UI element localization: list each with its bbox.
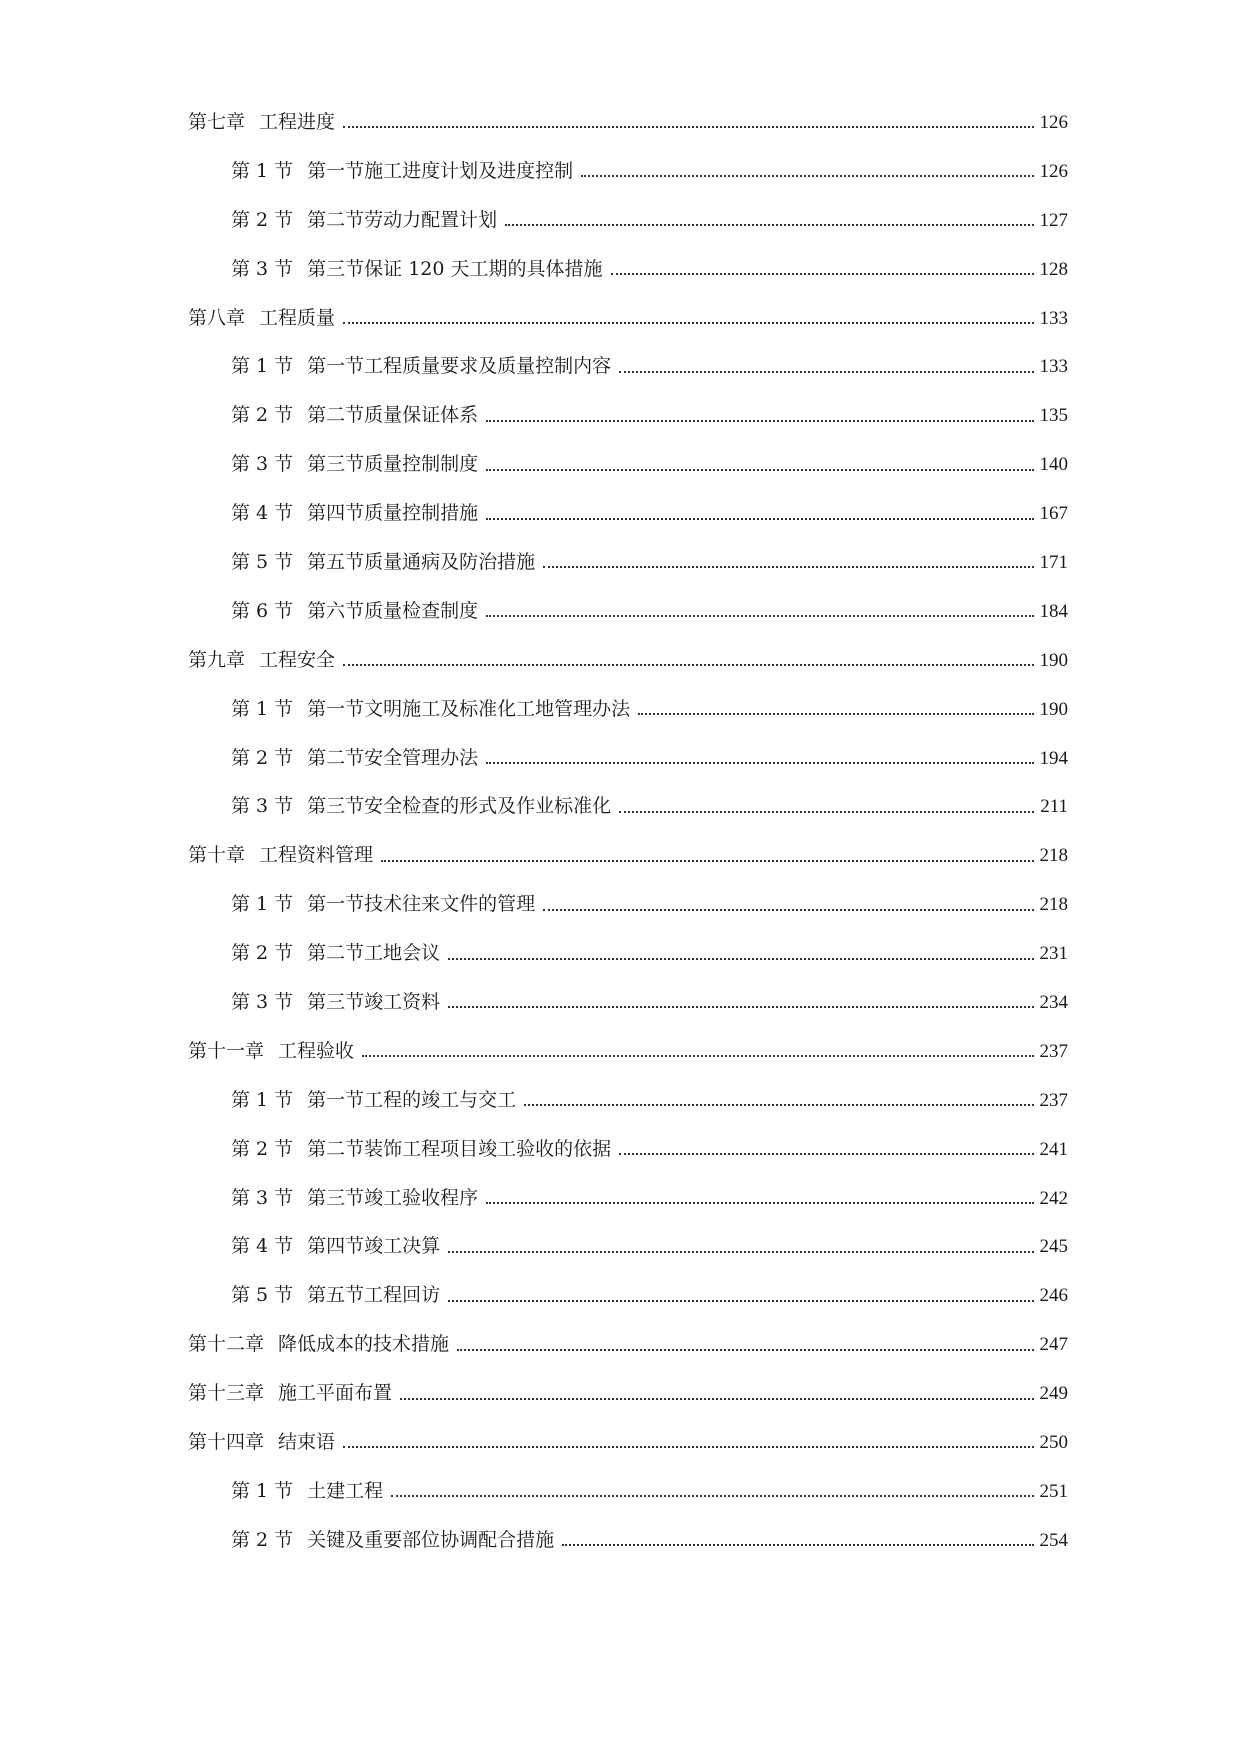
toc-page-number: 242 (1039, 1187, 1068, 1209)
toc-page-number: 245 (1039, 1236, 1068, 1258)
toc-chapter-entry[interactable] (188, 294, 1068, 343)
toc-entry-number: 第 2 节 (231, 746, 294, 769)
toc-page-number: 126 (1039, 112, 1068, 133)
toc-entry-number: 第 1 节 (231, 1088, 294, 1111)
toc-entry-number: 第 4 节 (231, 502, 294, 525)
toc-section-entry[interactable] (188, 929, 1068, 978)
toc-entry-title: 第三节竣工验收程序 (307, 1186, 479, 1209)
dot-leader (638, 713, 1033, 715)
dot-leader (343, 322, 1033, 324)
toc-page-number: 234 (1039, 992, 1068, 1014)
dot-leader (400, 1398, 1033, 1400)
toc-chapter-entry[interactable] (188, 636, 1068, 685)
toc-entry-title: 第一节工程质量要求及质量控制内容 (307, 355, 612, 378)
toc-entry-title: 工程质量 (259, 306, 336, 329)
toc-entry-number: 第 2 节 (231, 404, 294, 427)
dot-leader (486, 762, 1033, 764)
toc-chapter-entry[interactable] (188, 1027, 1068, 1076)
toc-page-number: 237 (1039, 1040, 1068, 1062)
toc-page-number: 190 (1039, 698, 1068, 720)
toc-entry-number: 第十一章 (188, 1039, 265, 1062)
toc-chapter-entry[interactable] (188, 1418, 1068, 1467)
toc-entry-number: 第 3 节 (231, 453, 294, 476)
toc-entry-number: 第 5 节 (231, 551, 294, 574)
toc-section-entry[interactable] (188, 1125, 1068, 1174)
toc-section-entry[interactable] (188, 1271, 1068, 1320)
toc-entry-title: 工程进度 (259, 111, 336, 133)
dot-leader (486, 518, 1033, 520)
toc-page-number: 167 (1039, 503, 1068, 525)
toc-entry-title: 第三节安全检查的形式及作业标准化 (307, 795, 612, 818)
toc-entry-number: 第十四章 (188, 1431, 265, 1454)
table-of-contents (188, 98, 1068, 1565)
toc-page-number: 246 (1039, 1285, 1068, 1307)
toc-entry-number: 第七章 (188, 111, 246, 133)
dot-leader (619, 811, 1034, 813)
toc-page-number: 247 (1039, 1334, 1068, 1356)
toc-chapter-entry[interactable] (188, 1369, 1068, 1418)
toc-page-number: 251 (1039, 1480, 1068, 1502)
toc-entry-title: 第六节质量检查制度 (307, 599, 479, 622)
toc-entry-title: 施工平面布置 (278, 1382, 393, 1405)
toc-section-entry[interactable] (188, 538, 1068, 587)
toc-page-number: 127 (1039, 209, 1068, 231)
dot-leader (619, 1153, 1033, 1155)
toc-entry-number: 第 2 节 (231, 942, 294, 965)
dot-leader (562, 1544, 1033, 1546)
toc-entry-title: 结束语 (278, 1431, 336, 1454)
dot-leader (343, 126, 1033, 128)
toc-entry-number: 第 3 节 (231, 991, 294, 1014)
dot-leader (343, 664, 1033, 666)
dot-leader (391, 1495, 1033, 1497)
dot-leader (486, 469, 1033, 471)
toc-chapter-entry[interactable] (188, 831, 1068, 880)
toc-page-number: 135 (1039, 405, 1068, 427)
toc-section-entry[interactable] (188, 1222, 1068, 1271)
toc-section-entry[interactable] (188, 391, 1068, 440)
toc-entry-title: 第一节施工进度计划及进度控制 (307, 159, 574, 182)
toc-entry-number: 第八章 (188, 306, 246, 329)
dot-leader (343, 1446, 1033, 1448)
toc-entry-title: 第二节劳动力配置计划 (307, 208, 498, 231)
dot-leader (448, 1006, 1033, 1008)
toc-page-number: 128 (1039, 258, 1068, 280)
toc-section-entry[interactable] (188, 1076, 1068, 1125)
toc-page-number: 140 (1039, 454, 1068, 476)
toc-entry-title: 第五节工程回访 (307, 1284, 441, 1307)
toc-section-entry[interactable] (188, 196, 1068, 245)
toc-section-entry[interactable] (188, 1174, 1068, 1223)
toc-entry-number: 第 5 节 (231, 1284, 294, 1307)
toc-entry-title: 第四节质量控制措施 (307, 502, 479, 525)
toc-page-number: 241 (1039, 1138, 1068, 1160)
dot-leader (381, 860, 1033, 862)
toc-section-entry[interactable] (188, 685, 1068, 734)
toc-entry-number: 第 3 节 (231, 1186, 294, 1209)
toc-section-entry[interactable] (188, 1516, 1068, 1565)
dot-leader (457, 1349, 1033, 1351)
dot-leader (486, 420, 1033, 422)
toc-entry-title: 第一节工程的竣工与交工 (307, 1088, 517, 1111)
toc-entry-title: 第二节装饰工程项目竣工验收的依据 (307, 1137, 612, 1160)
dot-leader (486, 615, 1033, 617)
toc-page-number: 190 (1039, 649, 1068, 671)
dot-leader (619, 371, 1033, 373)
toc-page-number: 194 (1039, 747, 1068, 769)
toc-entry-title: 第一节技术往来文件的管理 (307, 893, 536, 916)
toc-entry-title: 第一节文明施工及标准化工地管理办法 (307, 697, 631, 720)
toc-entry-title: 土建工程 (307, 1479, 384, 1502)
toc-entry-number: 第 1 节 (231, 159, 294, 182)
toc-chapter-entry[interactable] (188, 1320, 1068, 1369)
dot-leader (448, 958, 1033, 960)
toc-section-entry[interactable] (188, 147, 1068, 196)
toc-entry-title: 关键及重要部位协调配合措施 (307, 1528, 555, 1551)
toc-page-number: 237 (1039, 1089, 1068, 1111)
dot-leader (611, 273, 1034, 275)
toc-section-entry[interactable] (188, 342, 1068, 391)
toc-entry-title: 第四节竣工决算 (307, 1235, 441, 1258)
toc-page-number: 218 (1039, 894, 1068, 916)
dot-leader (486, 1202, 1033, 1204)
toc-page-number: 171 (1039, 552, 1068, 574)
toc-entry-title: 工程资料管理 (259, 844, 374, 867)
dot-leader (581, 175, 1033, 177)
toc-entry-number: 第十章 (188, 844, 246, 867)
toc-entry-number: 第 3 节 (231, 795, 294, 818)
toc-page-number: 184 (1039, 600, 1068, 622)
toc-page-number: 126 (1039, 160, 1068, 182)
toc-page-number: 254 (1039, 1529, 1068, 1551)
toc-page-number: 250 (1039, 1432, 1068, 1454)
toc-entry-number: 第 2 节 (231, 208, 294, 231)
toc-entry-title: 工程验收 (278, 1039, 355, 1062)
toc-entry-title: 第三节质量控制制度 (307, 453, 479, 476)
toc-entry-number: 第 1 节 (231, 893, 294, 916)
toc-section-entry[interactable] (188, 587, 1068, 636)
toc-entry-number: 第十三章 (188, 1382, 265, 1405)
dot-leader (448, 1300, 1033, 1302)
dot-leader (362, 1055, 1033, 1057)
dot-leader (543, 909, 1033, 911)
toc-entry-number: 第 1 节 (231, 697, 294, 720)
toc-entry-number: 第 1 节 (231, 355, 294, 378)
toc-section-entry[interactable] (188, 1467, 1068, 1516)
toc-entry-number: 第 2 节 (231, 1528, 294, 1551)
toc-page-number: 218 (1039, 845, 1068, 867)
toc-entry-title: 第五节质量通病及防治措施 (307, 551, 536, 574)
toc-section-entry[interactable] (188, 440, 1068, 489)
toc-entry-number: 第 6 节 (231, 599, 294, 622)
toc-chapter-entry[interactable] (188, 98, 1068, 147)
toc-section-entry[interactable] (188, 880, 1068, 929)
toc-section-entry[interactable] (188, 978, 1068, 1027)
toc-entry-title: 降低成本的技术措施 (278, 1333, 450, 1356)
toc-page-number: 249 (1039, 1383, 1068, 1405)
toc-entry-title: 第三节竣工资料 (307, 991, 441, 1014)
toc-entry-number: 第九章 (188, 648, 246, 671)
toc-page-number: 133 (1039, 356, 1068, 378)
toc-entry-number: 第十二章 (188, 1333, 265, 1356)
toc-entry-number: 第 2 节 (231, 1137, 294, 1160)
dot-leader (448, 1251, 1033, 1253)
toc-entry-title: 第三节保证 120 天工期的具体措施 (307, 257, 603, 280)
toc-entry-title: 第二节工地会议 (307, 942, 441, 965)
toc-section-entry[interactable] (188, 245, 1068, 294)
toc-entry-number: 第 4 节 (231, 1235, 294, 1258)
toc-section-entry[interactable] (188, 489, 1068, 538)
toc-page-number: 231 (1039, 943, 1068, 965)
dot-leader (505, 224, 1033, 226)
toc-page-number: 211 (1040, 796, 1068, 818)
toc-entry-number: 第 1 节 (231, 1479, 294, 1502)
toc-entry-title: 第二节安全管理办法 (307, 746, 479, 769)
dot-leader (543, 566, 1033, 568)
dot-leader (524, 1104, 1033, 1106)
toc-section-entry[interactable] (188, 782, 1068, 831)
toc-page-number: 133 (1039, 307, 1068, 329)
toc-section-entry[interactable] (188, 734, 1068, 783)
toc-entry-title: 工程安全 (259, 648, 336, 671)
toc-entry-title: 第二节质量保证体系 (307, 404, 479, 427)
toc-entry-number: 第 3 节 (231, 257, 294, 280)
